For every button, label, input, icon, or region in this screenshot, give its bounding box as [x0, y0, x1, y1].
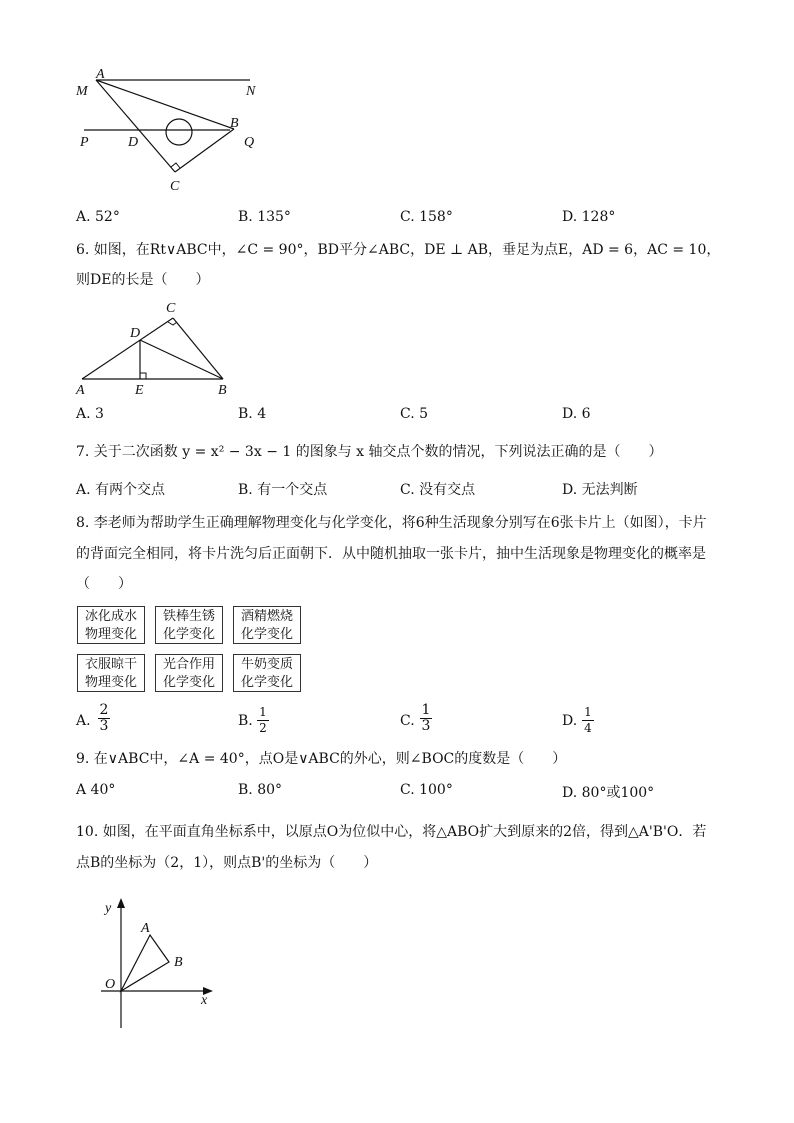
fig5-label-N: N: [246, 84, 256, 99]
q6-stem-line1: 6. 如图，在Rt∨ABC中，∠C = 90°，BD平分∠ABC，DE ⊥ AB，垂足为点E，AD = 6，AC = 10，: [76, 242, 721, 258]
q8-card-6: [233, 654, 301, 692]
q8-stem-line1: 8. 李老师为帮助学生正确理解物理变化与化学变化，将6种生活现象分别写在6张卡片上（如图），卡片: [76, 515, 707, 531]
q5-option-d[interactable]: D. 128°: [562, 209, 616, 225]
fig5-label-C: C: [170, 179, 180, 194]
figure-q6: [70, 296, 245, 398]
fig5-label-Q: Q: [244, 135, 255, 150]
q9-option-a[interactable]: A 40°: [76, 782, 116, 798]
q8-card-6-line2: 化学变化: [240, 675, 293, 690]
q8-card-3-line1: 酒精燃烧: [240, 609, 293, 624]
fig6-label-D: D: [130, 326, 141, 341]
fig10-label-y: y: [105, 901, 112, 916]
q9-stem-line1: 9. 在∨ABC中，∠A = 40°，点O是∨ABC的外心，则∠BOC的度数是（ ）: [76, 751, 567, 767]
figure-q10: [95, 894, 225, 1032]
q7-option-b[interactable]: B. 有一个交点: [238, 482, 328, 498]
q8-stem-line2: 的背面完全相同，将卡片洗匀后正面朝下．从中随机抽取一张卡片，抽中生活现象是物理变化的概率是: [76, 546, 706, 562]
fig10-label-A: A: [141, 921, 150, 936]
figure-q5: [70, 62, 270, 196]
q7-option-d[interactable]: D. 无法判断: [562, 482, 638, 498]
q8-option-d-fraction[interactable]: [581, 705, 595, 736]
q8-option-d-num: 1: [584, 705, 592, 719]
q8-card-1-line1: 冰化成水: [84, 609, 137, 624]
q8-option-a-num: 2: [99, 702, 109, 718]
q8-option-c-letter[interactable]: C.: [400, 713, 415, 729]
q8-option-c-den: 3: [421, 718, 431, 734]
q7-stem-line1: 7. 关于二次函数 y = x² − 3x − 1 的图象与 x 轴交点个数的情况，下列说法正确的是（ ）: [76, 444, 663, 460]
q7-options: [76, 479, 756, 501]
fig10-label-x: x: [201, 993, 208, 1008]
q8-option-c-num: 1: [421, 702, 431, 718]
q8-card-5: [155, 654, 223, 692]
q8-card-4-line1: 衣服晾干: [84, 657, 137, 672]
q8-card-2-line1: 铁棒生锈: [162, 609, 215, 624]
q8-card-3: [233, 606, 301, 644]
q8-card-3-line2: 化学变化: [240, 627, 293, 642]
q5-option-b[interactable]: B. 135°: [238, 209, 291, 225]
q8-card-2: [155, 606, 223, 644]
q8-card-5-line2: 化学变化: [162, 675, 215, 690]
q6-stem-line2: 则DE的长是（ ）: [76, 272, 210, 288]
q8-option-b-num: 1: [259, 705, 267, 719]
q6-option-d[interactable]: D. 6: [562, 406, 591, 422]
q8-option-a-fraction[interactable]: [97, 703, 111, 734]
q8-card-6-line1: 牛奶变质: [240, 657, 293, 672]
fig10-label-O: O: [105, 977, 116, 992]
fig5-label-D: D: [128, 135, 139, 150]
fig6-label-C: C: [166, 301, 176, 316]
fig5-label-M: M: [76, 84, 88, 99]
q9-options: [76, 782, 756, 804]
q8-option-a-letter[interactable]: A.: [76, 713, 91, 729]
q7-option-a[interactable]: A. 有两个交点: [76, 482, 166, 498]
q8-option-d-den: 4: [584, 721, 592, 735]
q6-option-b[interactable]: B. 4: [238, 406, 267, 422]
q9-option-d[interactable]: D. 80°或100°: [562, 785, 655, 801]
q5-option-c[interactable]: C. 158°: [400, 209, 453, 225]
q8-stem-line3: （ ）: [76, 576, 132, 592]
fig5-label-B: B: [230, 116, 239, 131]
q9-option-b[interactable]: B. 80°: [238, 782, 283, 798]
q8-option-d-letter[interactable]: D.: [562, 713, 578, 729]
fig5-label-A: A: [96, 67, 105, 82]
q8-option-a-den: 3: [99, 718, 109, 734]
fig10-label-B: B: [174, 955, 183, 970]
fig6-label-A: A: [76, 383, 85, 398]
fig6-label-E: E: [135, 383, 144, 398]
q6-option-c[interactable]: C. 5: [400, 406, 429, 422]
fig6-label-B: B: [218, 383, 227, 398]
q6-option-a[interactable]: A. 3: [76, 406, 104, 422]
q8-card-2-line2: 化学变化: [162, 627, 215, 642]
q5-option-a[interactable]: A. 52°: [76, 209, 120, 225]
q8-card-1-line2: 物理变化: [84, 627, 137, 642]
q10-stem-line2: 点B的坐标为（2，1），则点B'的坐标为（ ）: [76, 855, 378, 871]
q5-options: [76, 209, 756, 231]
q8-card-5-line1: 光合作用: [162, 657, 215, 672]
q8-card-4-line2: 物理变化: [84, 675, 137, 690]
q10-stem-line1: 10. 如图，在平面直角坐标系中，以原点O为位似中心，将△ABO扩大到原来的2倍，得到△A'B'O．若: [76, 824, 707, 840]
q8-card-4: [77, 654, 145, 692]
q6-options: [76, 406, 756, 428]
q7-option-c[interactable]: C. 没有交点: [400, 482, 476, 498]
q8-card-1: [77, 606, 145, 644]
q8-option-b-den: 2: [259, 721, 267, 735]
q8-option-c-fraction[interactable]: [419, 703, 433, 734]
fig5-label-P: P: [80, 135, 89, 150]
q8-option-b-fraction[interactable]: [256, 705, 270, 736]
q9-option-c[interactable]: C. 100°: [400, 782, 453, 798]
q8-option-b-letter[interactable]: B.: [238, 713, 253, 729]
